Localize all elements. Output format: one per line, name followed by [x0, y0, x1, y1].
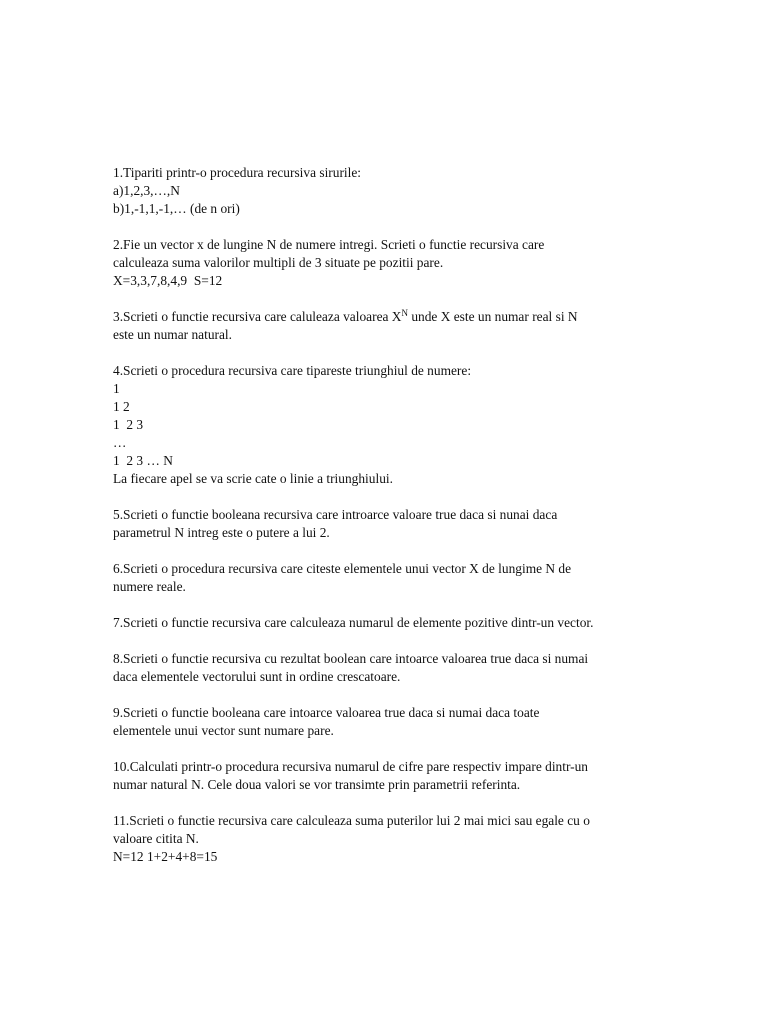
problem-7 — [113, 614, 673, 632]
problem-11-line-3: N=12 1+2+4+8=15 — [113, 849, 218, 864]
exponent-n: N — [401, 308, 408, 318]
problem-3-text-before: 3.Scrieti o functie recursiva care caluleaza valoarea X — [113, 309, 402, 324]
problem-4-line-1: 4.Scrieti o procedura recursiva care tipareste triunghiul de numere: — [113, 363, 472, 378]
problem-11-line-1: 11.Scrieti o functie recursiva care calculeaza suma puterilor lui 2 mai mici sau egale cu o — [113, 813, 590, 828]
problem-8-line-1: 8.Scrieti o functie recursiva cu rezultat boolean care intoarce valoarea true daca si numai — [113, 651, 589, 666]
problem-2 — [113, 236, 673, 290]
problem-7-line-1: 7.Scrieti o functie recursiva care calculeaza numarul de elemente pozitive dintr-un vector. — [113, 615, 594, 630]
triangle-row-2: 1 2 — [113, 399, 130, 414]
document-page — [113, 164, 673, 884]
problem-3-line-1 — [113, 308, 673, 326]
problem-9-line-1: 9.Scrieti o functie booleana care intoarce valoarea true daca si numai daca toate — [113, 705, 540, 720]
problem-5-line-1: 5.Scrieti o functie booleana recursiva care introarce valoare true daca si nunai daca — [113, 507, 558, 522]
problem-2-line-1: 2.Fie un vector x de lungine N de numere intregi. Scrieti o functie recursiva care — [113, 237, 545, 252]
problem-3 — [113, 308, 673, 344]
triangle-row-n: 1 2 3 … N — [113, 453, 173, 468]
problem-5-line-2: parametrul N intreg este o putere a lui 2. — [113, 525, 330, 540]
problem-9 — [113, 704, 673, 740]
problem-10 — [113, 758, 673, 794]
problem-6 — [113, 560, 673, 596]
problem-8-line-2: daca elementele vectorului sunt in ordine crescatoare. — [113, 669, 401, 684]
problem-1-line-3: b)1,-1,1,-1,… (de n ori) — [113, 201, 240, 216]
problem-4-note: La fiecare apel se va scrie cate o linie a triunghiului. — [113, 471, 393, 486]
problem-11-line-2: valoare citita N. — [113, 831, 199, 846]
triangle-row-ellipsis: … — [113, 435, 127, 450]
problem-1-line-2: a)1,2,3,…,N — [113, 183, 180, 198]
problem-11 — [113, 812, 673, 866]
problem-9-line-2: elementele unui vector sunt numare pare. — [113, 723, 334, 738]
problem-10-line-1: 10.Calculati printr-o procedura recursiva numarul de cifre pare respectiv impare dintr-un — [113, 759, 589, 774]
problem-1 — [113, 164, 673, 218]
problem-3-text-after: unde X este un numar real si N — [407, 309, 578, 324]
problem-1-line-1: 1.Tipariti printr-o procedura recursiva sirurile: — [113, 165, 362, 180]
problem-6-line-1: 6.Scrieti o procedura recursiva care citeste elementele unui vector X de lungime N de — [113, 561, 572, 576]
problem-5 — [113, 506, 673, 542]
triangle-row-1: 1 — [113, 381, 120, 396]
problem-3-line-2: este un numar natural. — [113, 327, 232, 342]
problem-2-line-2: calculeaza suma valorilor multipli de 3 situate pe pozitii pare. — [113, 255, 444, 270]
problem-10-line-2: numar natural N. Cele doua valori se vor transimte prin parametrii referinta. — [113, 777, 521, 792]
problem-2-line-3: X=3,3,7,8,4,9 S=12 — [113, 273, 223, 288]
triangle-row-3: 1 2 3 — [113, 417, 144, 432]
problem-8 — [113, 650, 673, 686]
problem-4 — [113, 362, 673, 488]
problem-6-line-2: numere reale. — [113, 579, 186, 594]
